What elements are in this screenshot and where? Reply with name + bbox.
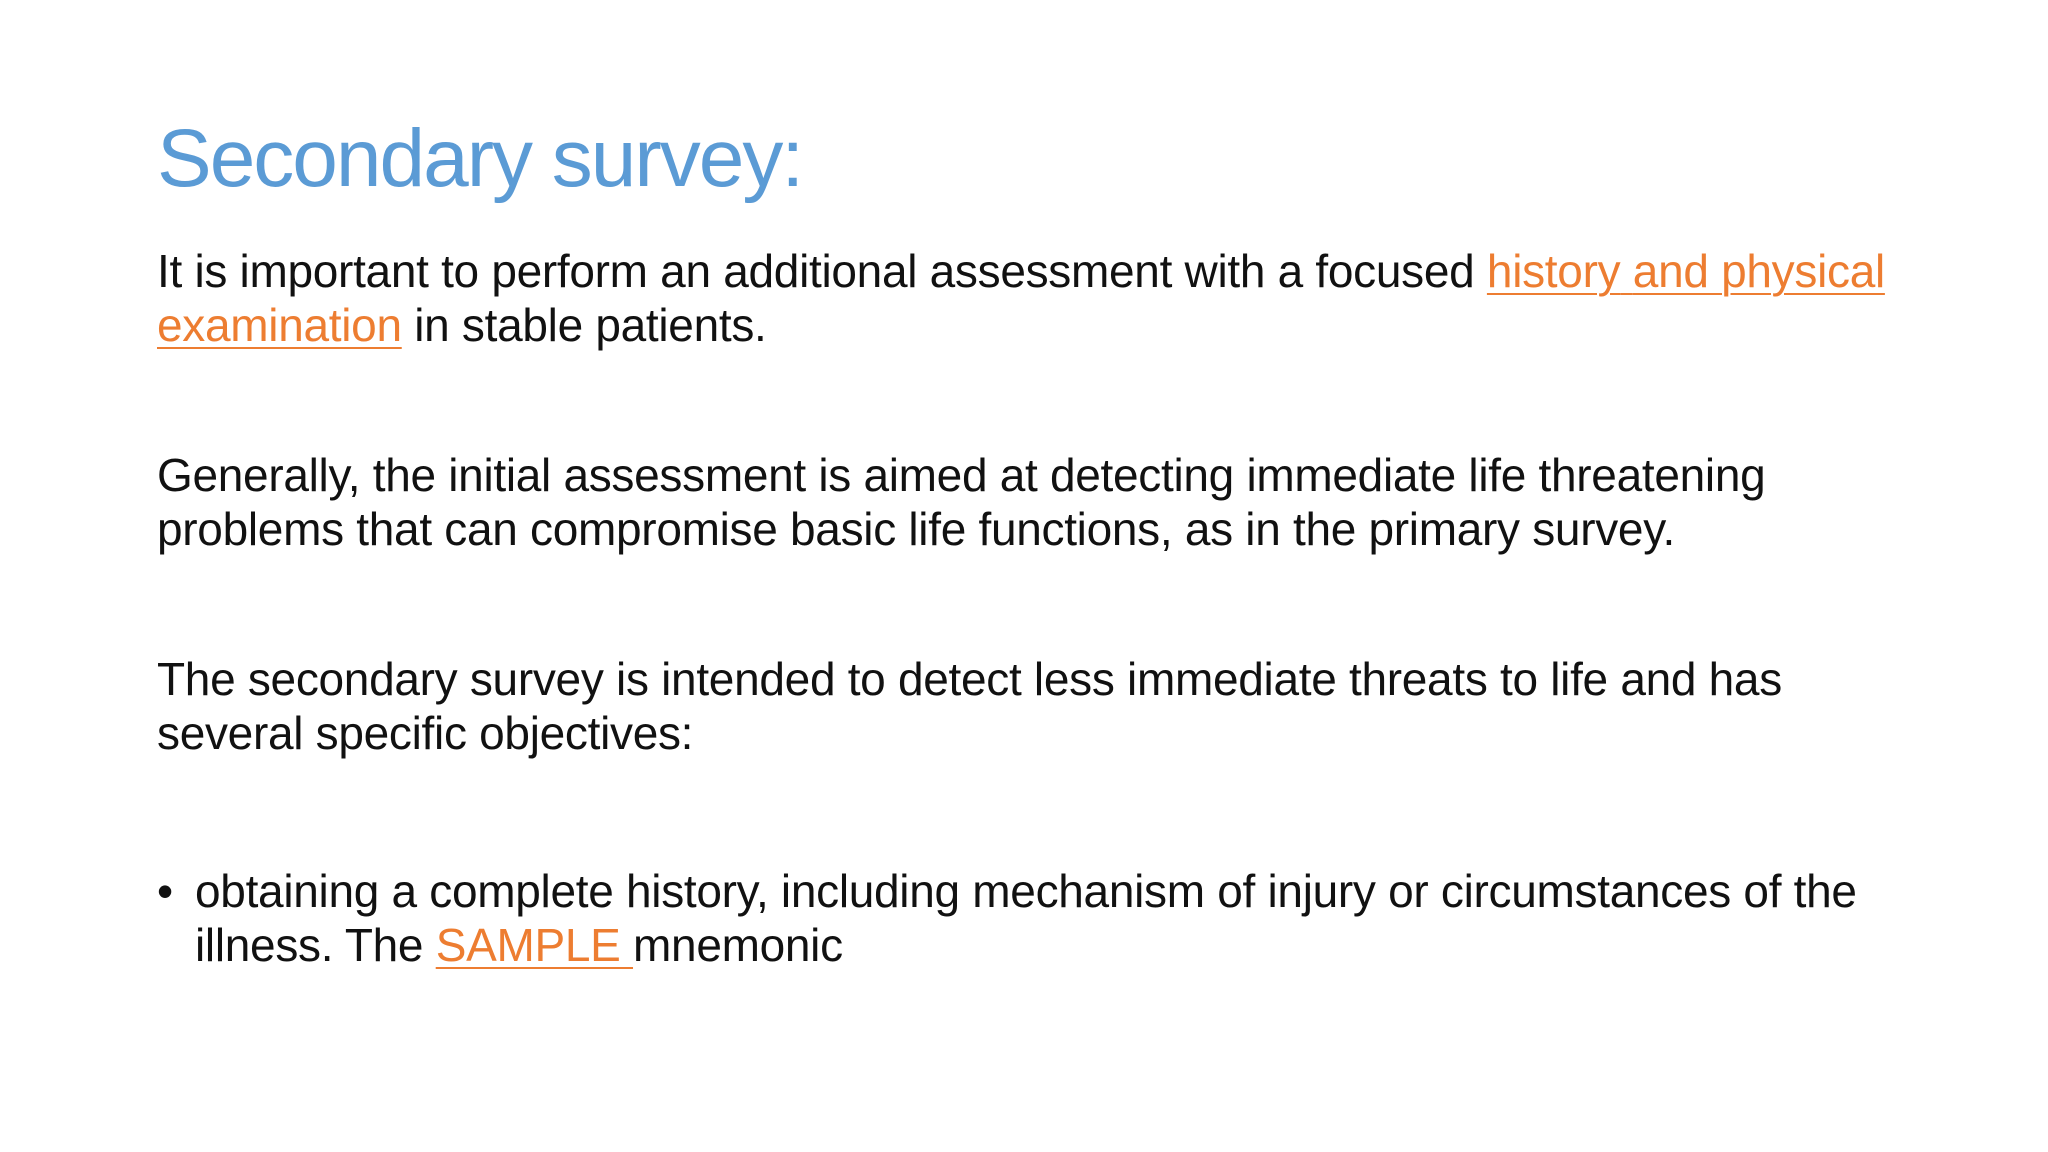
sample-link[interactable]: SAMPLE [435,919,634,971]
history-link-text: history [1486,245,1621,297]
paragraph-text: in stable patients. [401,299,767,351]
list-item-text: mnemonic [633,919,843,971]
list-item [157,864,1917,972]
spacer [157,556,1917,652]
slide-title: Secondary survey: [157,113,803,204]
paragraph-initial-assessment: Generally, the initial assessment is aimed at detecting immediate life threatening problems that can compromise basic life functions, as in the primary survey. [157,449,1766,555]
paragraph-text: It is important to perform an additional assessment with a focused [157,245,1487,297]
list-item-text: obtaining a complete history, including mechanism of injury or circumstances of the illness. The [195,865,1857,971]
physical-examination-link-text: and physical examination [157,245,1885,351]
paragraph-focused-assessment [157,244,1917,352]
objectives-list [157,864,1917,972]
spacer [157,352,1917,448]
bullet-icon: • [157,865,173,917]
slide-body [157,244,1917,972]
paragraph-secondary-survey: The secondary survey is intended to detect less immediate threats to life and has several specific objectives: [157,653,1782,759]
link-space [1620,245,1632,297]
spacer [157,760,1917,864]
